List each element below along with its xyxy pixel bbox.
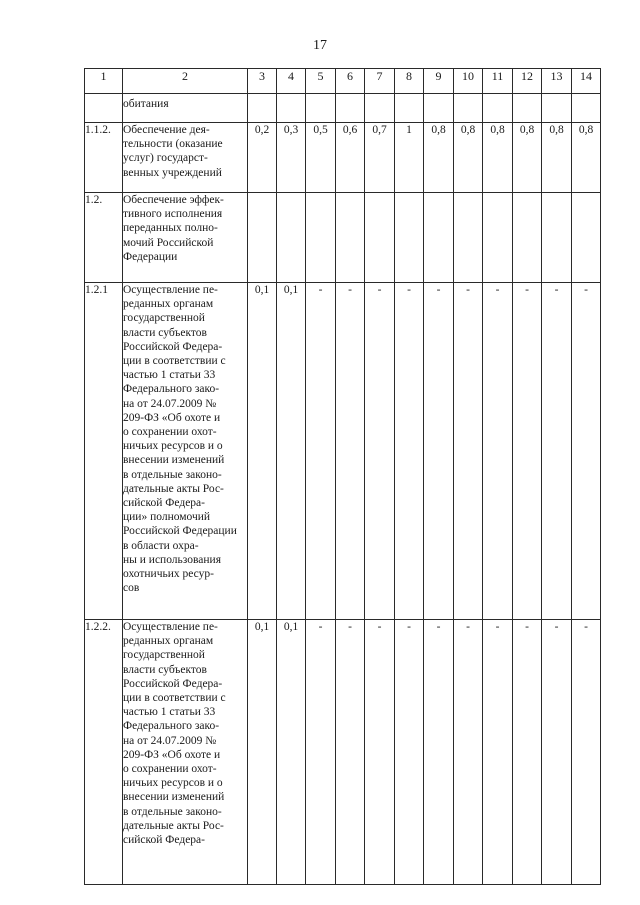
header-cell: 2 — [123, 69, 248, 94]
value-cell: - — [454, 620, 483, 885]
header-cell: 1 — [85, 69, 123, 94]
value-cell: 0,8 — [454, 123, 483, 193]
header-cell: 9 — [424, 69, 454, 94]
value-cell — [454, 193, 483, 283]
value-cell: - — [542, 283, 572, 620]
value-cell: - — [572, 620, 601, 885]
row-description: Осуществление пе- реданных органам государственной власти субъектов Российской Федера- ции в соответствии с частью 1 статьи 33 Федерального зако- на от 24.07.2009 № 209-ФЗ «Об охоте и о сохранении охот- ничьих ресурсов и о внесении изменений в отдельные законо- дательные акты Рос- сийской Федера- — [123, 620, 248, 885]
table-row — [85, 123, 601, 193]
row-description: Осуществление пе- реданных органам государственной власти субъектов Российской Федера- ции в соответствии с частью 1 статьи 33 Федерального зако- на от 24.07.2009 № 209-ФЗ «Об охоте и о сохранении охот- ничьих ресурсов и о внесении изменений в отдельные законо- дательные акты Рос- сийской Федера- ции» полномочий Российской Федерации в области охра- ны и использования охотничьих ресур- сов — [123, 283, 248, 620]
value-cell: - — [572, 283, 601, 620]
value-cell — [483, 193, 513, 283]
value-cell: - — [483, 283, 513, 620]
row-number: 1.2.1 — [85, 283, 123, 620]
value-cell — [306, 193, 336, 283]
table-row — [85, 94, 601, 123]
indicator-table — [84, 68, 601, 885]
value-cell — [572, 193, 601, 283]
value-cell — [483, 94, 513, 123]
value-cell: 0,8 — [572, 123, 601, 193]
table-header-row — [85, 69, 601, 94]
value-cell: - — [542, 620, 572, 885]
table-row — [85, 620, 601, 885]
row-description: обитания — [123, 94, 248, 123]
value-cell: 0,8 — [513, 123, 542, 193]
value-cell: - — [513, 283, 542, 620]
value-cell: - — [306, 283, 336, 620]
value-cell — [542, 94, 572, 123]
value-cell: 0,7 — [365, 123, 395, 193]
value-cell: 0,1 — [277, 283, 306, 620]
value-cell: 0,2 — [248, 123, 277, 193]
value-cell: - — [483, 620, 513, 885]
value-cell: 0,1 — [277, 620, 306, 885]
value-cell: 0,3 — [277, 123, 306, 193]
row-number: 1.1.2. — [85, 123, 123, 193]
value-cell: 0,8 — [542, 123, 572, 193]
value-cell: 0,5 — [306, 123, 336, 193]
value-cell: - — [336, 620, 365, 885]
value-cell — [248, 94, 277, 123]
value-cell — [306, 94, 336, 123]
value-cell: 0,6 — [336, 123, 365, 193]
value-cell: - — [395, 620, 424, 885]
header-cell: 5 — [306, 69, 336, 94]
header-cell: 7 — [365, 69, 395, 94]
header-cell: 14 — [572, 69, 601, 94]
header-cell: 12 — [513, 69, 542, 94]
value-cell: - — [513, 620, 542, 885]
value-cell: 1 — [395, 123, 424, 193]
header-cell: 6 — [336, 69, 365, 94]
value-cell — [365, 94, 395, 123]
value-cell — [365, 193, 395, 283]
value-cell — [572, 94, 601, 123]
value-cell — [336, 193, 365, 283]
value-cell: 0,8 — [424, 123, 454, 193]
row-number: 1.2.2. — [85, 620, 123, 885]
value-cell — [395, 94, 424, 123]
value-cell — [513, 94, 542, 123]
value-cell — [424, 193, 454, 283]
header-cell: 11 — [483, 69, 513, 94]
row-description: Обеспечение дея- тельности (оказание услуг) государст- венных учреждений — [123, 123, 248, 193]
value-cell: - — [424, 283, 454, 620]
value-cell: - — [336, 283, 365, 620]
header-cell: 8 — [395, 69, 424, 94]
value-cell — [277, 193, 306, 283]
header-cell: 10 — [454, 69, 483, 94]
row-description: Обеспечение эффек- тивного исполнения переданных полно- мочий Российской Федерации — [123, 193, 248, 283]
row-number — [85, 94, 123, 123]
value-cell — [424, 94, 454, 123]
value-cell — [248, 193, 277, 283]
value-cell: - — [454, 283, 483, 620]
value-cell: - — [306, 620, 336, 885]
value-cell: - — [365, 620, 395, 885]
table-row — [85, 283, 601, 620]
value-cell — [277, 94, 306, 123]
value-cell: - — [395, 283, 424, 620]
value-cell: - — [424, 620, 454, 885]
value-cell — [454, 94, 483, 123]
value-cell: 0,1 — [248, 283, 277, 620]
header-cell: 3 — [248, 69, 277, 94]
value-cell: - — [365, 283, 395, 620]
header-cell: 4 — [277, 69, 306, 94]
value-cell — [513, 193, 542, 283]
header-cell: 13 — [542, 69, 572, 94]
value-cell: 0,1 — [248, 620, 277, 885]
value-cell — [395, 193, 424, 283]
table-row — [85, 193, 601, 283]
row-number: 1.2. — [85, 193, 123, 283]
value-cell: 0,8 — [483, 123, 513, 193]
page-number: 17 — [313, 38, 327, 53]
value-cell — [542, 193, 572, 283]
value-cell — [336, 94, 365, 123]
